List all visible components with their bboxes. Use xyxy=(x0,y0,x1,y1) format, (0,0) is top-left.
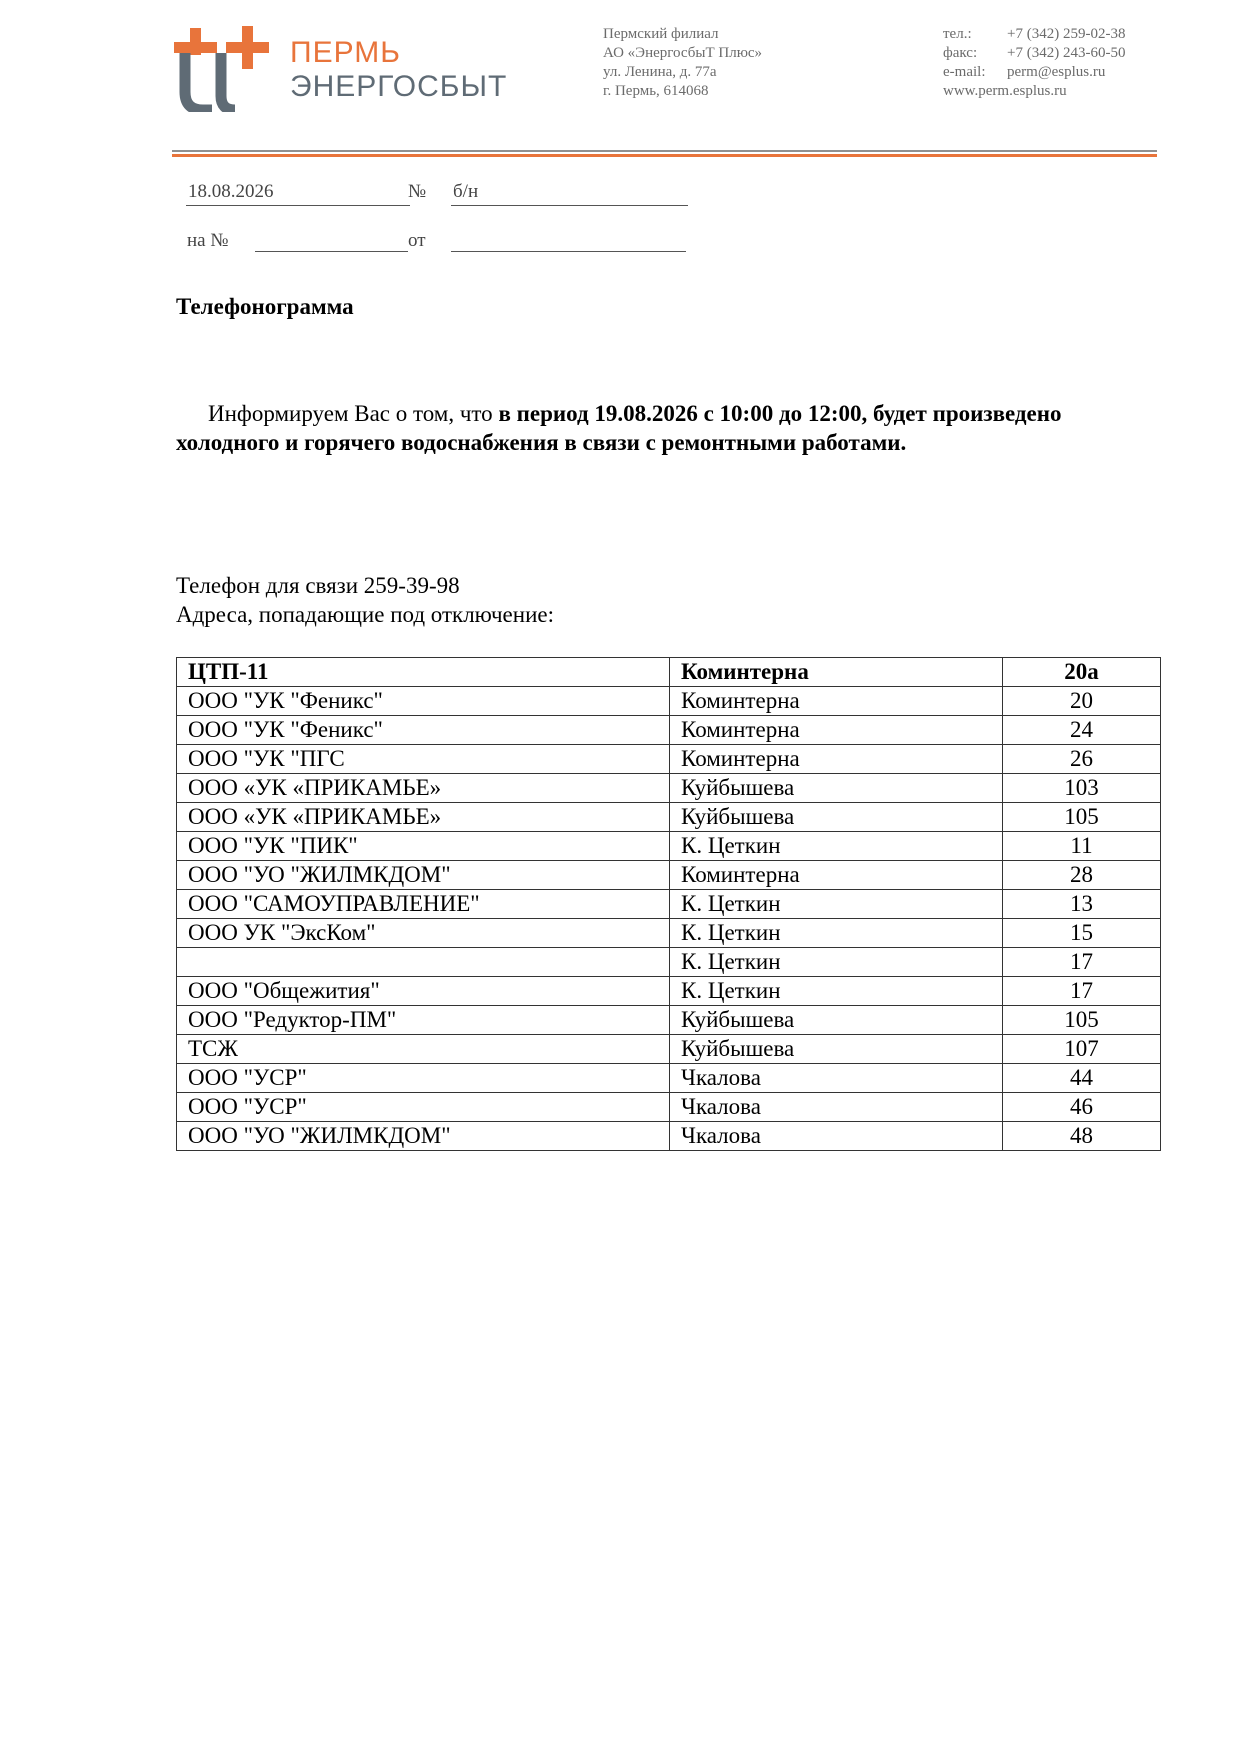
branch-address xyxy=(603,25,762,101)
table-row xyxy=(177,890,1161,919)
table-row xyxy=(177,1035,1161,1064)
table-cell: ООО «УК «ПРИКАМЬЕ» xyxy=(177,803,670,832)
table-cell: Куйбышева xyxy=(670,1035,1003,1064)
table-cell: ООО "УК "Феникс" xyxy=(177,716,670,745)
table-cell: Коминтерна xyxy=(670,861,1003,890)
table-cell: 15 xyxy=(1003,919,1161,948)
table-cell: 28 xyxy=(1003,861,1161,890)
contact-email xyxy=(943,63,1125,82)
table-cell: 46 xyxy=(1003,1093,1161,1122)
contact-value: +7 (342) 243-60-50 xyxy=(1007,45,1126,61)
table-row xyxy=(177,687,1161,716)
contact-fax xyxy=(943,44,1125,63)
table-row xyxy=(177,1093,1161,1122)
table-row xyxy=(177,716,1161,745)
table-row xyxy=(177,1064,1161,1093)
table-cell: ООО УК "ЭксКом" xyxy=(177,919,670,948)
document-title: Телефонограмма xyxy=(176,294,354,319)
table-cell: К. Цеткин xyxy=(670,977,1003,1006)
table-cell: 11 xyxy=(1003,832,1161,861)
brand-name-line2: ЭНЕРГОСБЫТ xyxy=(290,70,508,103)
table-cell: ООО "Общежития" xyxy=(177,977,670,1006)
table-row xyxy=(177,948,1161,977)
table-cell xyxy=(177,948,670,977)
table-cell: Коминтерна xyxy=(670,716,1003,745)
table-cell: Чкалова xyxy=(670,1064,1003,1093)
reference-number-label: на № xyxy=(187,230,229,251)
contact-website: www.perm.esplus.ru xyxy=(943,83,1067,99)
table-row xyxy=(177,832,1161,861)
header-divider-gray xyxy=(172,150,1157,152)
table-cell: 13 xyxy=(1003,890,1161,919)
addresses-table xyxy=(176,657,1161,1151)
registration-number: б/н xyxy=(451,181,688,206)
table-cell: К. Цеткин xyxy=(670,919,1003,948)
table-cell: К. Цеткин xyxy=(670,890,1003,919)
table-cell: ООО "САМОУПРАВЛЕНИЕ" xyxy=(177,890,670,919)
table-cell: 26 xyxy=(1003,745,1161,774)
table-header-cell: Коминтерна xyxy=(670,658,1003,687)
table-row xyxy=(177,977,1161,1006)
brand-name xyxy=(290,36,507,104)
registration-number-label: № xyxy=(408,181,427,202)
table-cell: 17 xyxy=(1003,977,1161,1006)
contact-block xyxy=(943,25,1125,101)
table-cell: 48 xyxy=(1003,1122,1161,1151)
table-cell: 20 xyxy=(1003,687,1161,716)
contact-label: e-mail: xyxy=(943,64,986,80)
contact-phone-line: Телефон для связи 259-39-98 xyxy=(176,573,460,598)
table-cell: ООО «УК «ПРИКАМЬЕ» xyxy=(177,774,670,803)
contact-value: +7 (342) 259-02-38 xyxy=(1007,26,1126,42)
table-cell: 24 xyxy=(1003,716,1161,745)
brand-name-line1: ПЕРМЬ xyxy=(290,36,401,69)
table-row xyxy=(177,1122,1161,1151)
header-divider-orange xyxy=(172,154,1157,157)
table-row xyxy=(177,774,1161,803)
branch-address-line: ул. Ленина, д. 77а xyxy=(603,64,717,80)
table-row xyxy=(177,803,1161,832)
registration-date: 18.08.2026 xyxy=(186,181,410,206)
table-cell: ООО "УК "ПИК" xyxy=(177,832,670,861)
table-row xyxy=(177,1006,1161,1035)
table-cell: Куйбышева xyxy=(670,803,1003,832)
table-cell: Куйбышева xyxy=(670,1006,1003,1035)
table-cell: ООО "УСР" xyxy=(177,1093,670,1122)
table-body xyxy=(177,687,1161,1151)
reference-date-label: от xyxy=(408,230,426,251)
table-row xyxy=(177,745,1161,774)
table-cell: Чкалова xyxy=(670,1093,1003,1122)
reference-number-field xyxy=(255,251,408,252)
contact-value: perm@esplus.ru xyxy=(1007,64,1106,80)
contact-label: факс: xyxy=(943,45,978,61)
table-cell: К. Цеткин xyxy=(670,948,1003,977)
table-cell: ООО "Редуктор-ПМ" xyxy=(177,1006,670,1035)
table-cell: 17 xyxy=(1003,948,1161,977)
table-cell: ООО "УК "ПГС xyxy=(177,745,670,774)
addresses-heading: Адреса, попадающие под отключение: xyxy=(176,602,554,627)
table-cell: 105 xyxy=(1003,803,1161,832)
table-row xyxy=(177,861,1161,890)
table-cell: Куйбышева xyxy=(670,774,1003,803)
table-cell: Коминтерна xyxy=(670,687,1003,716)
table-cell: 107 xyxy=(1003,1035,1161,1064)
table-cell: Чкалова xyxy=(670,1122,1003,1151)
table-cell: ООО "УСР" xyxy=(177,1064,670,1093)
company-logo-icon xyxy=(174,26,279,112)
table-cell: ТСЖ xyxy=(177,1035,670,1064)
table-cell: 44 xyxy=(1003,1064,1161,1093)
notice-emphasis: в период 19.08.2026 с 10:00 до 12:00, будет произведено холодного и горячего водоснабжения в связи с ремонтными работами. xyxy=(176,401,1062,455)
table-cell: 105 xyxy=(1003,1006,1161,1035)
table-header-cell: ЦТП-11 xyxy=(177,658,670,687)
branch-address-line: г. Пермь, 614068 xyxy=(603,83,709,99)
table-cell: ООО "УК "Феникс" xyxy=(177,687,670,716)
branch-address-line: Пермский филиал xyxy=(603,26,719,42)
notice-paragraph xyxy=(176,399,1152,457)
notice-text: Информируем Вас о том, что xyxy=(208,401,499,426)
table-row xyxy=(177,919,1161,948)
table-cell: ООО "УО "ЖИЛМКДОМ" xyxy=(177,1122,670,1151)
table-header-cell: 20а xyxy=(1003,658,1161,687)
table-cell: ООО "УО "ЖИЛМКДОМ" xyxy=(177,861,670,890)
branch-address-line: АО «ЭнергосбыТ Плюс» xyxy=(603,45,763,61)
contact-phone xyxy=(943,25,1125,44)
table-cell: К. Цеткин xyxy=(670,832,1003,861)
reference-date-field xyxy=(451,251,686,252)
table-header-row xyxy=(177,658,1161,687)
table-cell: 103 xyxy=(1003,774,1161,803)
contact-label: тел.: xyxy=(943,26,972,42)
table-cell: Коминтерна xyxy=(670,745,1003,774)
